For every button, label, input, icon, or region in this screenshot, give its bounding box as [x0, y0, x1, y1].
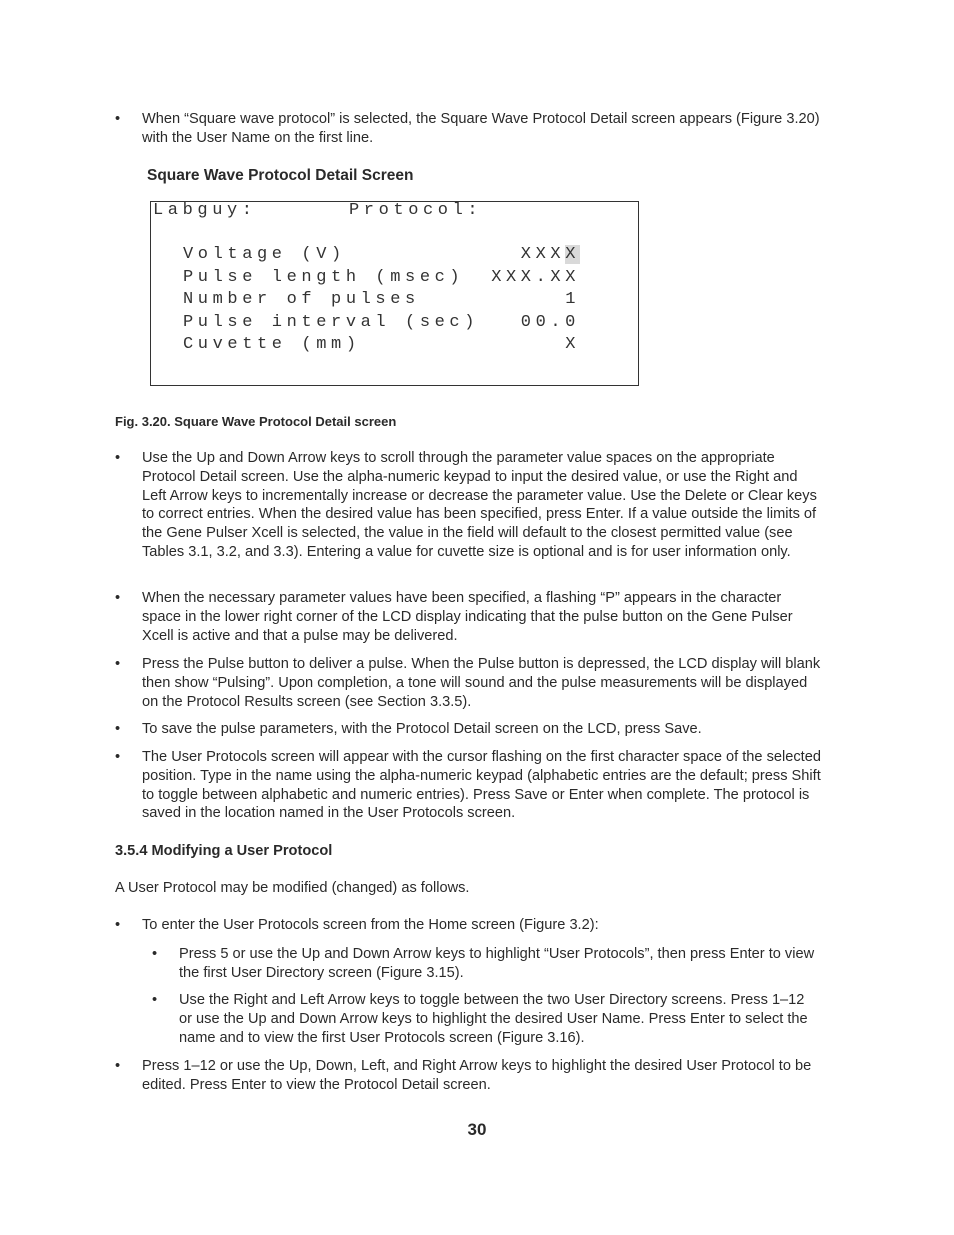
lcd-row-value — [521, 246, 580, 265]
bullet-marker: • — [115, 917, 121, 933]
lcd-row-label: Pulse interval (sec) — [183, 313, 480, 332]
lcd-protocol-label: Protocol: — [349, 201, 483, 220]
lcd-row-value: 00.0 — [520, 313, 580, 332]
section-heading: 3.5.4 Modifying a User Protocol — [115, 843, 333, 859]
lcd-row-label: Pulse length (msec) — [183, 268, 465, 287]
figure-caption: Fig. 3.20. Square Wave Protocol Detail screen — [115, 414, 397, 429]
lcd-row-value: XXX.XX — [491, 268, 580, 287]
screen-heading: Square Wave Protocol Detail Screen — [147, 167, 414, 184]
lcd-cursor: X — [565, 245, 580, 264]
list-item-text: Use the Up and Down Arrow keys to scroll through the parameter value spaces on the appropriate Protocol Detail screen. Use the alpha-numeric keypad to input the desired value, or use the Right and Left Arrow keys to incrementally increase or decrease the parameter value. Use the Delete or Clear keys to correct entries. When the desired value has been specified, press Enter. If a value outside the limits of the Gene Pulser Xcell is selected, the value in the field will default to the closest permitted value (see Tables 3.1, 3.2, and 3.3). Entering a value for cuvette size is optional and is for user information only. — [142, 450, 817, 560]
section-intro: A User Protocol may be modified (changed) as follows. — [115, 880, 470, 896]
list-item-text: Press the Pulse button to deliver a pulse. When the Pulse button is depressed, the LCD display will blank then show “Pulsing”. Upon completion, a tone will sound and the pulse measurements will be displayed on the Protocol Results screen (see Section 3.3.5). — [142, 656, 821, 710]
bullet-marker: • — [115, 450, 121, 466]
bullet-marker: • — [115, 656, 121, 672]
bullet-marker: • — [115, 749, 121, 765]
sub-list-item-text: Press 5 or use the Up and Down Arrow keys to highlight “User Protocols”, then press Enter to view the first User Directory screen (Figure 3.15). — [179, 946, 815, 981]
bullet-marker: • — [115, 111, 121, 127]
sub-list-item-text: Use the Right and Left Arrow keys to toggle between the two User Directory screens. Press 1–12 or use the Up and Down Arrow keys to highlight the desired User Name. Press Enter to select the name and to view the first User Protocols screen (Figure 3.16). — [179, 992, 808, 1046]
lcd-value-text: XXX — [520, 245, 566, 264]
bullet-marker: • — [152, 992, 158, 1008]
bullet-marker: • — [115, 590, 121, 606]
list-item-text: To save the pulse parameters, with the Protocol Detail screen on the LCD, press Save. — [142, 721, 702, 737]
page-number: 30 — [467, 1120, 487, 1139]
list-item-text: When the necessary parameter values have been specified, a flashing “P” appears in the character space in the lower right corner of the LCD display indicating that the pulse button on the Gene Pulser Xcell is active and that a pulse may be delivered. — [142, 590, 793, 644]
bullet-marker: • — [115, 1058, 121, 1074]
list-item-text: The User Protocols screen will appear with the cursor flashing on the first character space of the selected position. Type in the name using the alpha-numeric keypad (alphabetic entries are the default; press Shift to toggle between alphabetic and numeric entries). Press Save or Enter when complete. The protocol is saved in the location named in the User Protocols screen. — [142, 749, 821, 822]
bullet-marker: • — [115, 721, 121, 737]
intro-bullet-text: When “Square wave protocol” is selected, the Square Wave Protocol Detail screen appears (Figure 3.20) with the User Name on the first line. — [142, 111, 820, 146]
lcd-user-name: Labguy: — [153, 201, 257, 220]
lcd-row-value: X — [565, 335, 580, 354]
lcd-row-value: 1 — [565, 290, 580, 309]
lcd-display — [150, 201, 639, 386]
lcd-row-label: Number of pulses — [183, 290, 420, 309]
bullet-marker: • — [152, 946, 158, 962]
lcd-row-label: Voltage (V) — [183, 245, 346, 264]
lcd-row-label: Cuvette (mm) — [183, 335, 361, 354]
list-item-text: Press 1–12 or use the Up, Down, Left, and Right Arrow keys to highlight the desired User Protocol to be edited. Press Enter to view the Protocol Detail screen. — [142, 1058, 812, 1093]
list-item-text: To enter the User Protocols screen from the Home screen (Figure 3.2): — [142, 917, 599, 933]
